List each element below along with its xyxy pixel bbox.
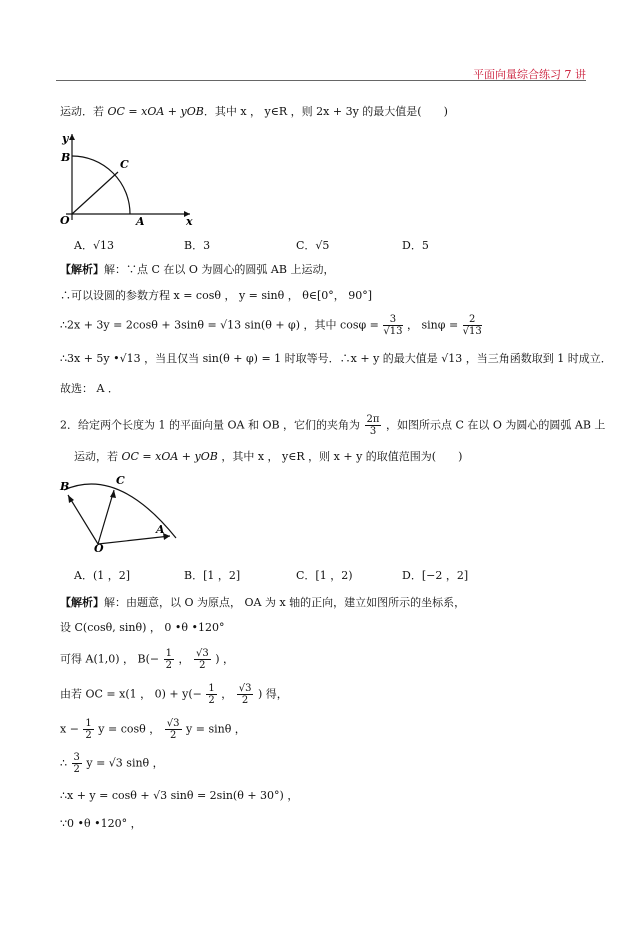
header-rule	[56, 80, 586, 81]
p1-label-c: C	[120, 158, 129, 171]
p2-frac-6f-num: 3	[73, 752, 80, 763]
p2-frac-4f	[206, 683, 216, 706]
p1-solution-1-text: 解：∵点 C 在以 O 为圆心的圆弧 AB 上运动，	[104, 263, 335, 276]
p2-question-2	[74, 449, 462, 465]
p2-frac-5f	[83, 718, 93, 741]
p2-frac-4f-den: 2	[208, 695, 215, 706]
p1-label-a: A	[136, 215, 145, 228]
p1-solution-tag: 【解析】	[60, 263, 104, 276]
p2-frac-angle-num: 2π	[366, 414, 380, 425]
p2-question-1	[60, 414, 605, 437]
p2-solution-1-text: 解：由题意，以 O 为原点， OA 为 x 轴的正向，建立如图所示的坐标系，	[104, 596, 466, 609]
p2-question-2a: 运动，若	[74, 450, 122, 463]
p2-label-o: O	[94, 542, 104, 552]
p2-solution-4	[60, 683, 288, 706]
p2-solution-tag: 【解析】	[60, 596, 104, 609]
p2-frac-angle-den: 3	[369, 426, 377, 437]
p2-frac-5f-den: 2	[85, 730, 92, 741]
p2-label-c: C	[116, 474, 125, 487]
p2-frac-4g-den: 2	[241, 695, 249, 706]
p1-option-a: A．√13	[74, 239, 114, 252]
p2-solution-7: ∴x + y = cosθ + √3 sinθ = 2sin(θ + 30°) ，	[60, 789, 299, 802]
p2-question-a: 2．给定两个长度为 1 的平面向量 OA 和 OB ，它们的夹角为	[60, 418, 361, 432]
p2-vector-ob	[68, 495, 98, 544]
p2-option-d: D．[−2 ，2]	[402, 569, 469, 582]
p2-frac-3f	[164, 648, 174, 671]
p1-question-b: ．其中 x ， y∈R ，则 2x + 3y 的最大值是( )	[203, 105, 448, 118]
p2-solution-6a: ∴	[60, 756, 67, 770]
p2-vector-oc	[98, 490, 114, 544]
p1-solution-3a: ∴2x + 3y = 2cosθ + 3sinθ = √13 sin(θ + φ) ，其中 cosφ =	[60, 318, 379, 332]
p2-solution-3b: ，	[178, 652, 190, 666]
p2-solution-5c: y = sinθ ，	[186, 722, 246, 736]
p2-solution-5a: x −	[60, 722, 79, 736]
p1-frac-sin-den: √13	[462, 326, 482, 337]
p1-frac-cos-num: 3	[383, 314, 402, 326]
p1-solution-3b: ， sinφ =	[407, 318, 459, 332]
p1-frac-sin-num: 2	[463, 314, 482, 326]
p1-y-arrow	[69, 134, 75, 140]
p1-solution-2: ∴可以设圆的参数方程 x = cosθ ， y = sinθ ， θ∈[0°， 90°]	[60, 289, 373, 302]
p2-option-b: B．[1 ，2]	[184, 569, 241, 582]
p2-arrow-b	[68, 495, 74, 503]
p1-label-b: B	[61, 151, 71, 164]
p2-arrow-c	[110, 490, 116, 498]
p1-question-vectors: OC = xOA + yOB	[107, 105, 204, 118]
p2-frac-5g-num: √3	[166, 718, 180, 729]
p2-solution-3	[60, 648, 234, 671]
p2-frac-3f-num: 1	[165, 648, 172, 659]
p2-option-c: C．[1 ，2)	[296, 569, 353, 582]
p2-question-2b: ，其中 x ， y∈R ，则 x + y 的取值范围为( )	[217, 450, 463, 463]
p2-frac-4g	[237, 683, 254, 706]
p2-solution-6b: y = √3 sinθ ，	[86, 756, 164, 770]
p2-solution-3a: 可得 A(1,0) ， B(−	[60, 652, 160, 666]
p2-solution-5	[60, 718, 246, 741]
p2-frac-4g-num: √3	[238, 683, 252, 694]
p2-frac-3g	[194, 648, 211, 671]
p2-frac-5g	[165, 718, 182, 741]
p2-solution-8: ∵0 •θ •120° ，	[60, 817, 142, 830]
p1-option-d: D．5	[402, 239, 429, 252]
p2-frac-6f-den: 2	[73, 764, 80, 775]
p1-segment-oc	[72, 172, 118, 214]
p2-frac-6f	[72, 752, 82, 775]
p2-solution-3c: ) ，	[215, 652, 235, 666]
p2-solution-4b: ，	[221, 687, 233, 701]
p1-question-a: 运动．若	[60, 105, 108, 118]
p1-option-b: B．3	[184, 239, 211, 252]
p1-frac-sin	[463, 314, 482, 337]
p2-figure	[58, 470, 188, 552]
p2-solution-4a: 由若 OC = x(1 ， 0) + y(−	[60, 687, 202, 701]
p1-label-x: x	[186, 215, 193, 228]
p2-question-b: ，如图所示点 C 在以 O 为圆心的圆弧 AB 上	[385, 418, 606, 432]
p2-solution-5b: y = cosθ ，	[98, 722, 161, 736]
p1-solution-4: ∴3x + 5y •√13 ，当且仅当 sin(θ + φ) = 1 时取等号．∴x + y 的最大值是 √13 ，当三角函数取到 1 时成立．	[60, 352, 612, 365]
p2-solution-2: 设 C(cosθ, sinθ) ， 0 •θ •120°	[60, 621, 225, 634]
p1-solution-1	[60, 262, 334, 278]
p1-label-y: y	[62, 132, 69, 145]
p1-question	[60, 104, 448, 120]
p1-label-o: O	[60, 214, 70, 227]
p2-frac-5g-den: 2	[169, 730, 177, 741]
p2-label-b: B	[60, 480, 70, 493]
p1-frac-cos-den: √13	[383, 326, 403, 337]
p1-solution-3	[60, 314, 483, 337]
p2-label-a: A	[156, 523, 165, 536]
p2-frac-4f-num: 1	[208, 683, 215, 694]
p1-frac-cos	[383, 314, 402, 337]
p2-solution-4c: ) 得，	[257, 687, 288, 701]
p2-frac-3g-num: √3	[195, 648, 209, 659]
p1-answer: 故选： A ．	[60, 382, 119, 395]
p2-option-a: A．(1 ，2]	[74, 569, 131, 582]
p2-frac-angle	[365, 414, 382, 437]
header-title: 平面向量综合练习 7 讲	[473, 68, 586, 81]
p1-option-c: C．√5	[296, 239, 330, 252]
p2-question-2-vectors: OC = xOA + yOB	[121, 450, 218, 463]
p2-vector-oa	[98, 536, 170, 544]
p1-figure	[58, 128, 198, 228]
p2-frac-3f-den: 2	[165, 660, 172, 671]
p2-frac-5f-num: 1	[85, 718, 92, 729]
p2-solution-6	[60, 752, 164, 775]
p2-solution-1	[60, 595, 465, 611]
p2-frac-3g-den: 2	[199, 660, 206, 671]
